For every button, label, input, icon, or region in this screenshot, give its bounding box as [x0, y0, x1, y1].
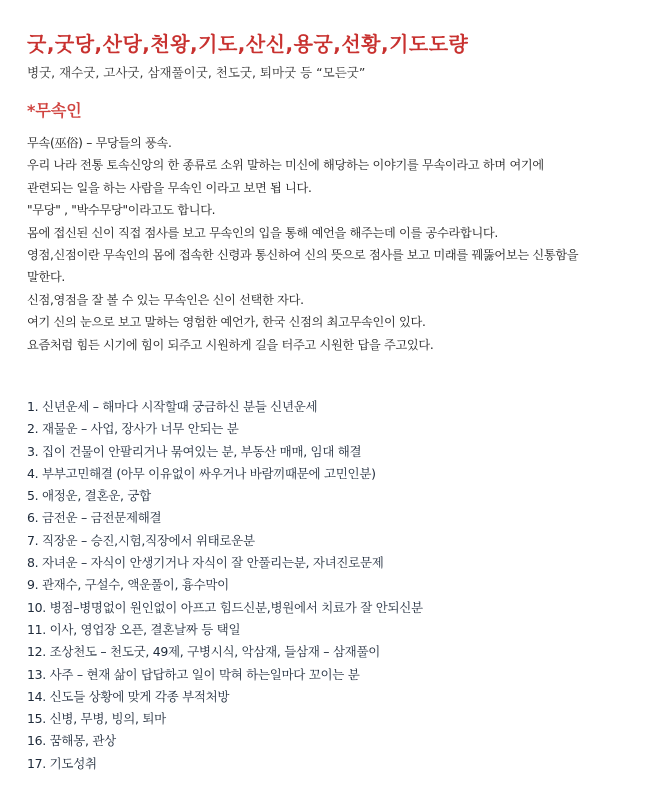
page-title: 굿,굿당,산당,천왕,기도,산신,용궁,선황,기도도량 [27, 32, 469, 56]
service-item: 15. 신병, 무병, 빙의, 퇴마 [27, 711, 166, 727]
service-item: 1. 신년운세 – 해마다 시작할때 궁금하신 분들 신년운세 [27, 399, 318, 414]
paragraph-line: "무당" , "박수무당"이라고도 합니다. [27, 203, 216, 218]
section-title: *무속인 [27, 101, 82, 120]
paragraph-line: 몸에 접신된 신이 직접 점사를 보고 무속인의 입을 통해 예언을 해주는데 이를 공수라합니다. [27, 225, 498, 240]
service-item: 6. 금전운 – 금전문제해결 [27, 510, 162, 526]
service-item: 5. 애정운, 결혼운, 궁합 [27, 488, 151, 504]
paragraph-line: 신점,영점을 잘 볼 수 있는 무속인은 신이 선택한 자다. [27, 292, 304, 307]
paragraph-line: 요즘처럼 힘든 시기에 힘이 되주고 시원하게 길을 터주고 시원한 답을 주고있다. [27, 337, 434, 352]
service-item: 12. 조상천도 – 천도굿, 49제, 구병시식, 악삼재, 들삼재 – 삼재풀이 [27, 644, 380, 660]
service-item: 13. 사주 – 현재 삶이 답답하고 일이 막혀 하는일마다 꼬이는 분 [27, 666, 360, 682]
paragraph-line: 말한다. [27, 270, 65, 285]
service-item: 11. 이사, 영업장 오픈, 결혼날짜 등 택일 [27, 621, 241, 637]
service-item: 10. 병점–병명없이 원인없이 아프고 힘드신분,병원에서 치료가 잘 안되신분 [27, 599, 423, 615]
paragraph-line: 우리 나라 전통 토속신앙의 한 종류로 소위 말하는 미신에 해당하는 이야기를 무속이라고 하며 여기에 [27, 158, 544, 173]
service-item: 17. 기도성취 [27, 755, 97, 771]
service-item: 2. 재물운 – 사업, 장사가 너무 안되는 분 [27, 421, 239, 437]
paragraph-line: 영점,신점이란 무속인의 몸에 접속한 신령과 통신하여 신의 뜻으로 점사를 보고 미래를 꿰뚫어보는 신통함을 [27, 248, 579, 263]
service-item: 14. 신도들 상황에 맞게 각종 부적처방 [27, 688, 230, 704]
services-list [27, 396, 423, 775]
service-item: 8. 자녀운 – 자식이 안생기거나 자식이 잘 안풀리는분, 자녀진로문제 [27, 555, 384, 571]
paragraph-line: 관련되는 일을 하는 사람을 무속인 이라고 보면 됩 니다. [27, 180, 312, 195]
intro-paragraphs [27, 132, 639, 356]
paragraph-line: 여기 신의 눈으로 보고 말하는 영험한 예언가, 한국 신점의 최고무속인이 있다. [27, 315, 426, 330]
service-item: 9. 관재수, 구설수, 액운풀이, 흉수막이 [27, 577, 229, 593]
service-item: 7. 직장운 – 승진,시험,직장에서 위태로운분 [27, 532, 255, 548]
service-item: 3. 집이 건물이 안팔리거나 묶여있는 분, 부동산 매매, 임대 해결 [27, 443, 362, 459]
paragraph-line: 무속(巫俗) – 무당들의 풍속. [27, 136, 172, 150]
service-item: 16. 꿈해몽, 관상 [27, 733, 116, 749]
page-subtitle: 병굿, 재수굿, 고사굿, 삼재풀이굿, 천도굿, 퇴마굿 등 “모든굿” [27, 65, 366, 80]
service-item: 4. 부부고민해결 (아무 이유없이 싸우거나 바람끼때문에 고민인분) [27, 465, 376, 481]
